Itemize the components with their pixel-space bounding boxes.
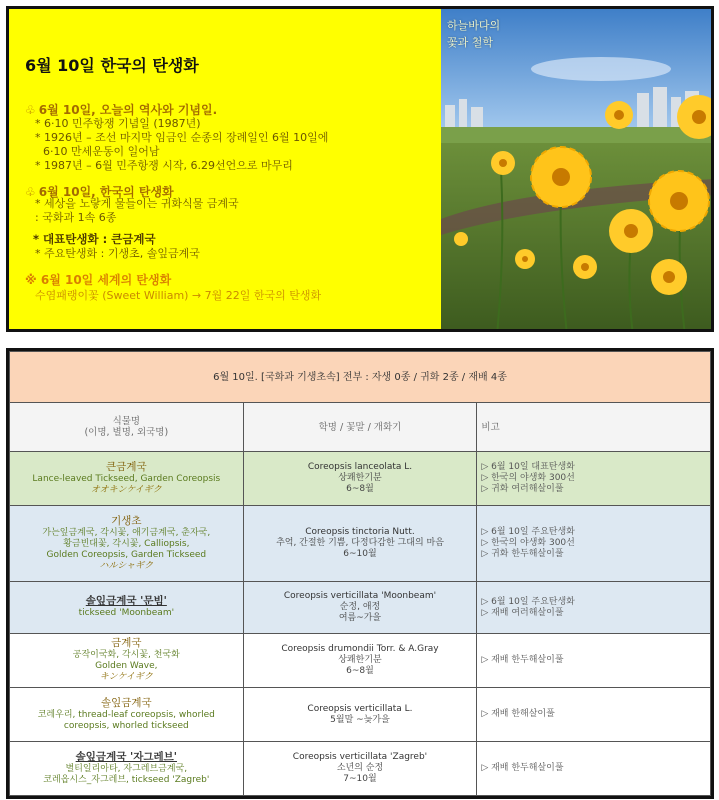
representative-flower: * 대표탄생화 : 큰금계국	[33, 232, 156, 246]
scientific-name: Coreopsis verticillata L.	[307, 703, 413, 714]
col-header-note: 비고	[477, 403, 711, 452]
scientific-name: Coreopsis lanceolata L.	[307, 462, 413, 472]
note-item: ▷ 한국의 야생화 300선	[481, 473, 575, 483]
plant-alias: 코레우리, thread-leaf coreopsis, whorled	[37, 709, 215, 720]
table-row	[10, 582, 711, 634]
scientific-cell	[243, 688, 477, 742]
scientific-name: Coreopsis drumondii Torr. & A.Gray	[281, 644, 439, 654]
plant-name-cell	[10, 688, 244, 742]
note-item: ▷ 재배 한두해살이풀	[481, 655, 564, 665]
flower-meta: 6~8월	[346, 666, 374, 676]
note-item: ▷ 6월 10일 대표탄생화	[481, 462, 575, 472]
table-body	[10, 452, 711, 796]
flower-meta: 상쾌한기분	[338, 655, 382, 665]
note-item: ▷ 6월 10일 주요탄생화	[481, 596, 575, 607]
korea-flower-heading: ♧ 6월 10일, 한국의 탄생화	[25, 185, 174, 199]
scientific-cell	[243, 742, 477, 796]
plant-alias: Golden Wave,	[95, 661, 158, 671]
table-row	[10, 506, 711, 582]
scientific-cell	[243, 452, 477, 506]
table-row	[10, 634, 711, 688]
note-item: ▷ 한국의 야생화 300선	[481, 538, 575, 548]
scientific-cell	[243, 582, 477, 634]
plant-alias: tickseed 'Moonbeam'	[78, 608, 175, 618]
plant-alias: 코레옵시스_자그레브, tickseed 'Zagreb'	[43, 774, 210, 785]
note-item: ▷ 6월 10일 주요탄생화	[481, 527, 575, 537]
plant-alias: 별티일리아타, 자그레브금계국,	[65, 763, 188, 774]
flower-meta: 5월말 ~늦가을	[330, 714, 390, 725]
history-item: 6·10 만세운동이 일어남	[43, 145, 160, 158]
note-cell	[477, 582, 711, 634]
scientific-cell	[243, 634, 477, 688]
plant-alias: 가는잎금계국, 각시꽃, 애기금계국, 춘자국,	[42, 527, 211, 538]
plant-name: 금계국	[111, 637, 142, 649]
scientific-cell	[243, 506, 477, 582]
flower-meta: 순정, 애정	[339, 602, 381, 612]
plant-name-cell	[10, 634, 244, 688]
flower-meta: 여름~가을	[338, 613, 382, 623]
birth-flower-panel	[6, 6, 714, 332]
note-cell	[477, 634, 711, 688]
note-item: ▷ 귀화 여러해살이풀	[481, 484, 564, 494]
clover-icon: ♧	[25, 185, 36, 199]
plant-name-cell	[10, 742, 244, 796]
note-cell	[477, 452, 711, 506]
plant-name-cell	[10, 452, 244, 506]
scientific-name: Coreopsis verticillata 'Zagreb'	[292, 752, 428, 762]
plant-alias: Lance-leaved Tickseed, Garden Coreopsis	[32, 473, 221, 484]
japanese-name: ハルシャギク	[99, 560, 154, 571]
history-item: * 1926년 – 조선 마지막 임금인 순종의 장례일인 6월 10일에	[35, 131, 329, 144]
plant-name: 솔잎금계국 '자그레브'	[75, 750, 178, 763]
note-item: ▷ 재배 한해살이풀	[481, 709, 555, 719]
photo-caption: 하늘바다의 꽃과 철학	[447, 19, 501, 49]
table-row	[10, 452, 711, 506]
plant-name: 솔잎금계국	[100, 696, 152, 709]
history-heading: ♧ 6월 10일, 오늘의 역사와 기념일.	[25, 103, 218, 117]
flower-meta: 7~10월	[343, 774, 377, 784]
plant-name: 기생초	[111, 514, 142, 527]
main-flowers: * 주요탄생화 : 기생초, 솔잎금계국	[35, 247, 200, 260]
coreopsis-table	[6, 348, 714, 799]
table-title: 6월 10일. [국화과 기생초속] 전부 : 자생 0종 / 귀화 2종 / 재배 4종	[10, 352, 711, 403]
coreopsis-photo	[441, 9, 714, 332]
flower-meta: 6~8월	[346, 484, 374, 494]
korea-flower-item: * 세상을 노랗게 물들이는 귀화식물 금계국	[35, 197, 239, 210]
panel-text	[9, 9, 441, 329]
history-item: * 1987년 – 6월 민주항쟁 시작, 6.29선언으로 마무리	[35, 159, 293, 172]
page-title: 6월 10일 한국의 탄생화	[25, 56, 199, 75]
plant-alias: 황금빈대꽃, 각시꽃, Calliopsis,	[63, 538, 190, 549]
flower-illustration	[441, 9, 714, 332]
flower-meta: 상쾌한기분	[338, 473, 382, 483]
clover-icon: ♧	[25, 103, 36, 117]
plant-name: 큰금계국	[106, 460, 147, 473]
japanese-name: オオキンケイギク	[90, 484, 162, 495]
table-row	[10, 742, 711, 796]
scientific-name: Coreopsis verticillata 'Moonbeam'	[283, 591, 437, 601]
plant-alias: Golden Coreopsis, Garden Tickseed	[46, 549, 207, 560]
flower-meta: 소년의 순정	[336, 763, 384, 773]
plant-alias: coreopsis, whorled tickseed	[63, 720, 189, 731]
note-item: ▷ 귀화 한두해살이풀	[481, 549, 564, 559]
note-item: ▷ 재배 여러해살이풀	[481, 607, 564, 618]
note-item: ▷ 재배 한두해살이풀	[481, 763, 564, 773]
japanese-name: キンケイギク	[99, 672, 153, 682]
table-row	[10, 688, 711, 742]
plant-alias: 공작이국화, 각시꽃, 천국화	[72, 650, 180, 660]
plant-name: 솔잎금계국 '문빔'	[85, 595, 167, 607]
korea-flower-item: : 국화과 1속 6종	[35, 211, 117, 224]
flower-meta: 추억, 간절한 기쁨, 다정다감한 그대의 마음	[276, 538, 444, 548]
scientific-name: Coreopsis tinctoria Nutt.	[305, 527, 415, 537]
note-cell	[477, 742, 711, 796]
col-header-name: 식물명 (이명, 별명, 외국명)	[10, 403, 244, 452]
world-flower-heading: ※ 6월 10일 세계의 탄생화	[25, 273, 172, 287]
history-item: * 6·10 민주항쟁 기념일 (1987년)	[35, 117, 201, 130]
note-cell	[477, 688, 711, 742]
world-flower-text: 수염패랭이꽃 (Sweet William) → 7월 22일 한국의 탄생화	[35, 289, 322, 302]
plant-name-cell	[10, 582, 244, 634]
col-header-sci: 학명 / 꽃말 / 개화기	[243, 403, 477, 452]
note-cell	[477, 506, 711, 582]
flower-meta: 6~10월	[343, 549, 377, 559]
plant-name-cell	[10, 506, 244, 582]
